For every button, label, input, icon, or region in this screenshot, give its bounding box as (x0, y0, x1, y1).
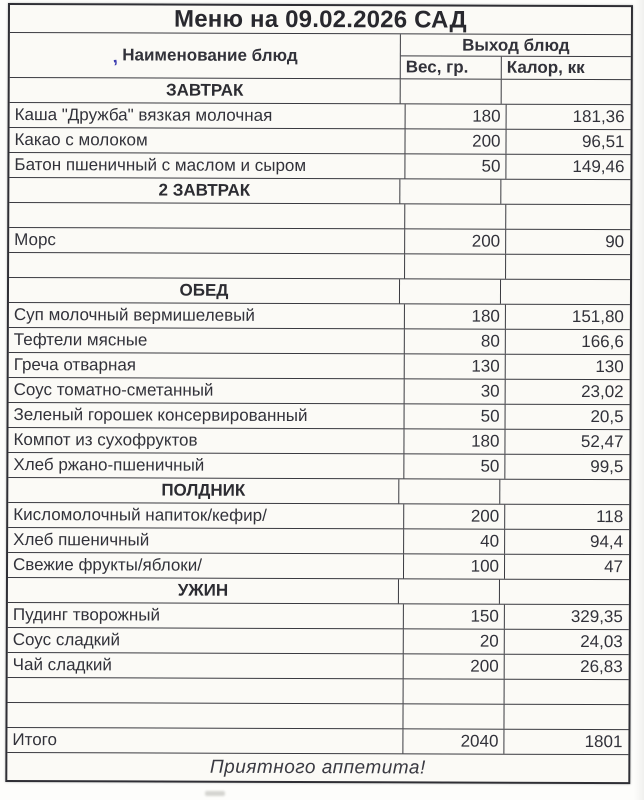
menu-row-empty (8, 677, 629, 704)
calories-cell: 20,5 (505, 405, 630, 429)
calories-cell: 329,35 (504, 605, 629, 629)
calories-cell: 130 (505, 355, 630, 379)
menu-row-item (10, 102, 631, 129)
calories-cell: 181,36 (506, 105, 631, 129)
dish-name-cell: Хлеб ржано-пшеничный (13, 455, 205, 475)
menu-row-item (9, 127, 630, 154)
menu-row-section (8, 577, 629, 604)
table-body (7, 77, 630, 782)
footer-note: Приятного аппетита! (209, 756, 426, 778)
menu-row-item (9, 352, 630, 379)
calories-cell: 90 (505, 230, 630, 254)
menu-row-item (8, 427, 629, 454)
calories-cell (499, 480, 629, 504)
column-header-name-label: Наименование блюд (122, 45, 298, 66)
menu-row-section (9, 177, 630, 204)
weight-cell: 100 (403, 554, 504, 578)
dish-name-cell: Греча отварная (13, 355, 137, 375)
column-header-name (10, 33, 400, 78)
menu-row-item (8, 552, 629, 579)
menu-row-section (8, 477, 629, 504)
dish-name-cell: Пудинг творожный (12, 605, 161, 625)
menu-row-item (9, 402, 630, 429)
weight-cell: 50 (404, 154, 505, 178)
menu-row-item (8, 602, 629, 629)
weight-cell: 200 (404, 129, 505, 153)
scanned-menu-document (5, 3, 633, 784)
column-header-calories: Калор, кк (501, 57, 631, 79)
calories-cell: 166,6 (505, 330, 630, 354)
menu-row-item (9, 227, 630, 254)
weight-cell (404, 254, 505, 278)
menu-row-item (9, 377, 630, 404)
dish-name-cell (9, 253, 404, 278)
calories-cell (503, 705, 628, 729)
dish-name-cell: Соус томатно-сметанный (13, 380, 214, 400)
menu-row-item (8, 627, 629, 654)
menu-row-section (10, 77, 631, 104)
dish-name-cell: ОБЕД (179, 280, 229, 300)
calories-cell: 47 (504, 555, 629, 579)
dish-name-cell: Тефтели мясные (13, 330, 148, 350)
weight-cell: 50 (404, 404, 505, 428)
calories-cell (499, 580, 629, 604)
dish-name-cell: Суп молочный вермишелевый (13, 305, 255, 325)
scan-smudge (205, 791, 225, 796)
menu-row-item (9, 327, 630, 354)
column-header-group-label: Выход блюд (462, 35, 570, 55)
weight-cell: 180 (403, 429, 504, 453)
dish-name-cell: Компот из сухофруктов (13, 430, 198, 450)
dish-name-cell: Каша "Дружба" вязкая молочная (14, 105, 273, 125)
weight-cell (399, 179, 500, 203)
calories-cell: 23,02 (505, 380, 630, 404)
column-header-output-group (400, 34, 631, 79)
calories-cell: 151,80 (505, 305, 630, 329)
weight-cell: 200 (403, 504, 504, 528)
calories-cell: 149,46 (505, 155, 630, 179)
menu-title: Меню на 09.02.2026 САД (174, 5, 467, 34)
dish-name-cell: Свежие фрукты/яблоки/ (13, 555, 203, 575)
calories-cell: 1801 (503, 730, 628, 754)
menu-row-item (8, 527, 629, 554)
weight-cell: 80 (404, 329, 505, 353)
dish-name-cell: Чай сладкий (12, 655, 112, 675)
weight-cell (399, 279, 500, 303)
weight-cell: 180 (404, 304, 505, 328)
dish-name-cell: Зеленый горошек консервированный (13, 405, 308, 426)
weight-cell: 180 (405, 104, 506, 128)
weight-cell: 150 (403, 604, 504, 628)
calories-cell (500, 280, 630, 304)
calories-cell: 94,4 (504, 530, 629, 554)
dish-name-cell: Итого (12, 730, 58, 750)
pen-ink-mark: ‚ (110, 46, 119, 68)
menu-row-empty (7, 702, 628, 729)
column-header-weight: Вес, гр. (405, 57, 469, 77)
menu-row-item (8, 652, 629, 679)
menu-row-item (9, 152, 630, 179)
weight-cell: 30 (404, 379, 505, 403)
weight-cell (402, 704, 503, 728)
weight-cell: 50 (403, 454, 504, 478)
calories-cell: 24,03 (504, 630, 629, 654)
dish-name-cell: Кисломолочный напиток/кефир/ (13, 505, 267, 525)
dish-name-cell (7, 703, 402, 728)
menu-row-empty (9, 252, 630, 279)
dish-name-cell: Хлеб пшеничный (13, 530, 150, 550)
dish-name-cell: ЗАВТРАК (165, 80, 244, 100)
weight-cell (404, 204, 505, 228)
weight-cell (400, 79, 501, 103)
calories-cell: 52,47 (504, 430, 629, 454)
menu-row-empty (9, 202, 630, 229)
dish-name-cell (9, 203, 404, 228)
column-subheaders (401, 55, 631, 79)
dish-name-cell (8, 678, 403, 703)
dish-name-cell: УЖИН (177, 580, 229, 600)
dish-name-cell: ПОЛДНИК (161, 480, 246, 500)
weight-cell: 2040 (402, 729, 503, 753)
weight-cell: 130 (404, 354, 505, 378)
calories-cell (500, 180, 630, 204)
weight-cell (398, 479, 499, 503)
weight-cell (398, 579, 499, 603)
calories-cell: 96,51 (505, 130, 630, 154)
calories-cell (504, 680, 629, 704)
menu-row-item (8, 452, 629, 479)
dish-name-cell: Какао с молоком (14, 130, 148, 150)
menu-row-total (7, 727, 628, 754)
calories-cell: 99,5 (504, 455, 629, 479)
table-header (10, 32, 631, 79)
dish-name-cell: Батон пшеничный с маслом и сыром (14, 155, 307, 176)
menu-row-item (9, 302, 630, 329)
calories-cell (505, 205, 630, 229)
menu-row-section (9, 277, 630, 304)
weight-cell (403, 679, 504, 703)
weight-cell: 40 (403, 529, 504, 553)
weight-cell: 200 (404, 229, 505, 253)
calories-cell (501, 80, 631, 104)
calories-cell (505, 255, 630, 279)
calories-cell: 26,83 (504, 655, 629, 679)
dish-name-cell: 2 ЗАВТРАК (158, 180, 251, 200)
menu-row-item (8, 502, 629, 529)
menu-row-footer (7, 752, 628, 782)
calories-cell: 118 (504, 505, 629, 529)
weight-cell: 200 (403, 654, 504, 678)
weight-cell: 20 (403, 629, 504, 653)
dish-name-cell: Соус сладкий (12, 630, 121, 650)
dish-name-cell: Морс (14, 230, 56, 250)
